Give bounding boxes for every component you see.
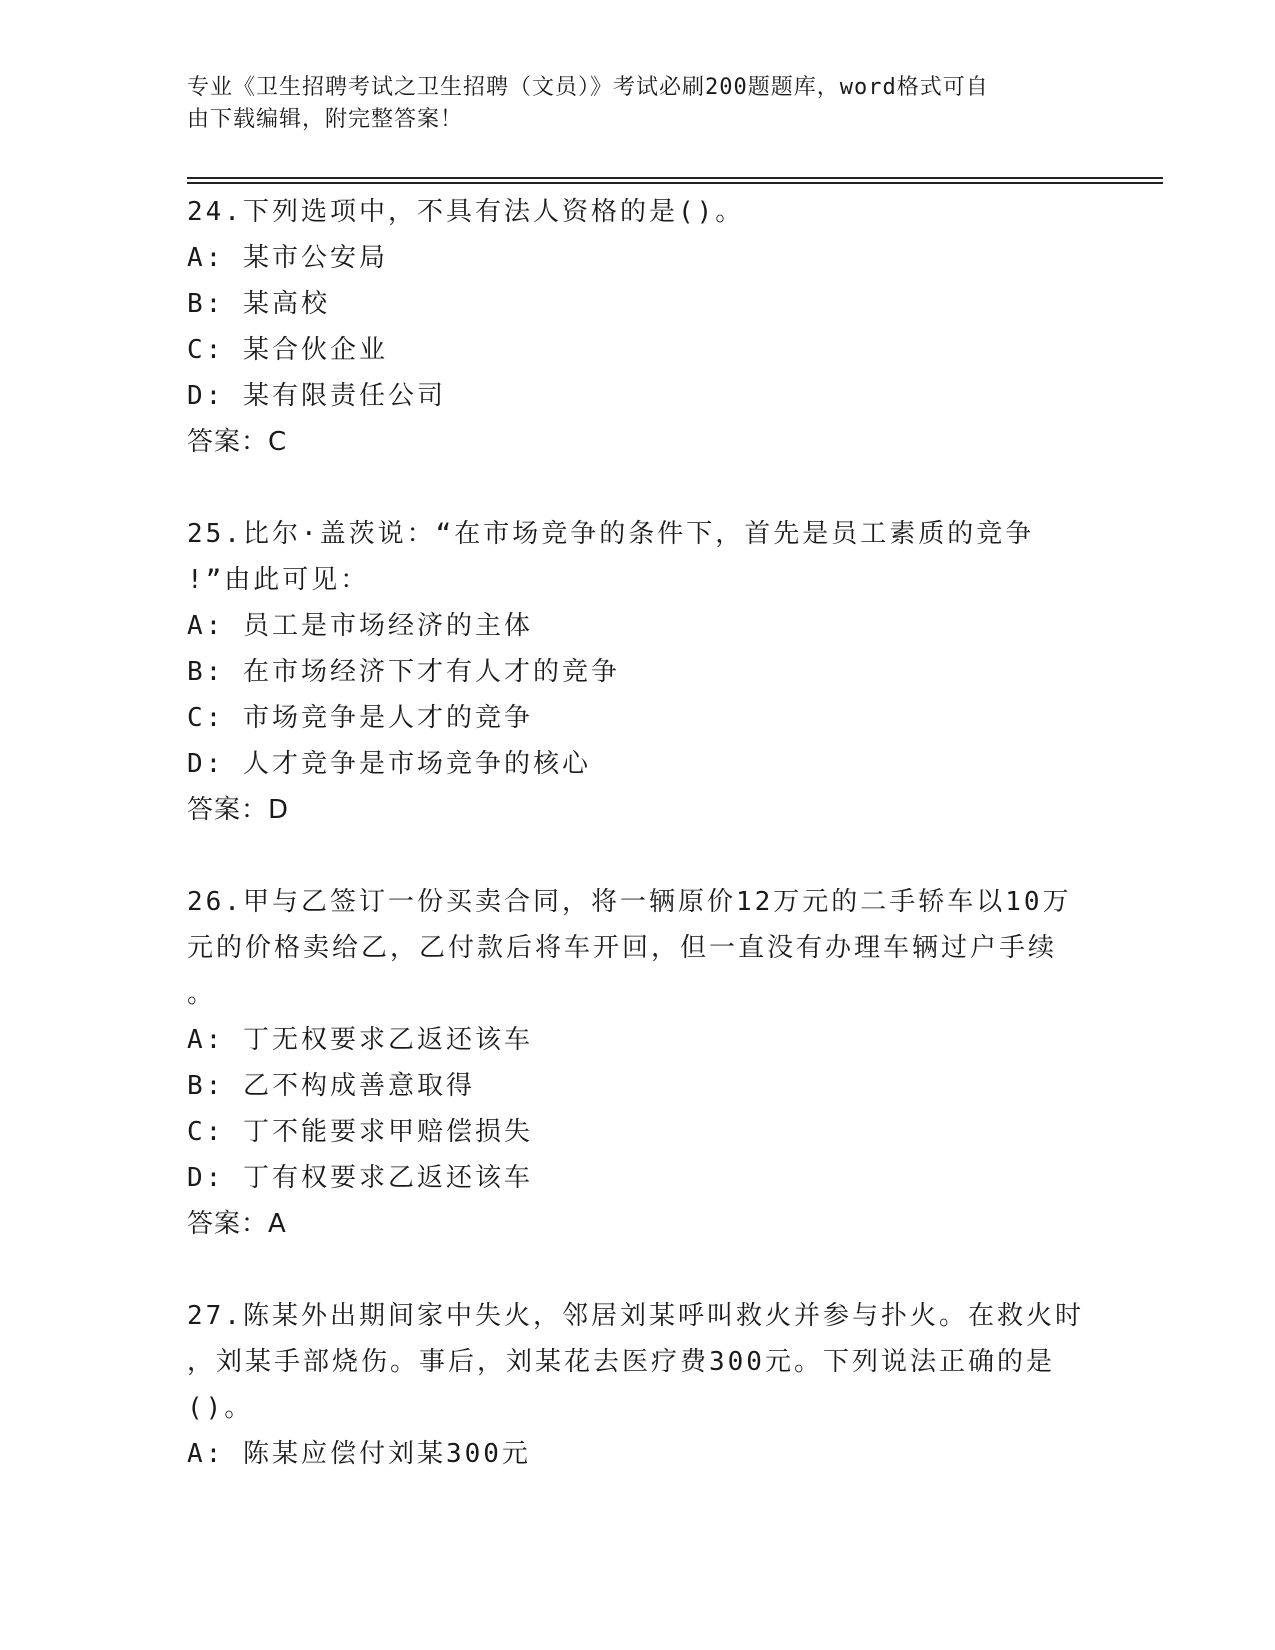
document-header xyxy=(187,72,1067,136)
option-a: A: 员工是市场经济的主体 xyxy=(187,611,533,641)
question-27 xyxy=(187,1293,1087,1477)
header-divider-top xyxy=(187,177,1163,179)
question-stem: 26.甲与乙签订一份买卖合同，将一辆原价12万元的二手轿车以10万 xyxy=(187,887,1072,917)
option-b: B: 乙不构成善意取得 xyxy=(187,1071,475,1101)
question-24 xyxy=(187,189,1087,465)
question-stem-continued: !”由此可见： xyxy=(187,565,370,595)
option-c: C: 某合伙企业 xyxy=(187,335,388,365)
option-b: B: 某高校 xyxy=(187,289,330,319)
option-d: D: 某有限责任公司 xyxy=(187,381,446,411)
header-line-1: 专业《卫生招聘考试之卫生招聘（文员）》考试必刷200题题库，word格式可自 xyxy=(187,75,989,100)
question-spacer xyxy=(187,833,1087,879)
question-25 xyxy=(187,511,1087,833)
header-line-2: 由下载编辑，附完整答案！ xyxy=(187,107,464,132)
question-stem: 27.陈某外出期间家中失火，邻居刘某呼叫救火并参与扑火。在救火时 xyxy=(187,1301,1084,1331)
question-stem: 24.下列选项中，不具有法人资格的是()。 xyxy=(187,197,745,227)
answer-label: 答案：A xyxy=(187,1209,287,1239)
option-c: C: 市场竞争是人才的竞争 xyxy=(187,703,533,733)
question-stem-continued: 元的价格卖给乙，乙付款后将车开回，但一直没有办理车辆过户手续 xyxy=(187,933,1058,963)
question-stem-continued: ()。 xyxy=(187,1393,254,1423)
answer-label: 答案：D xyxy=(187,795,290,825)
option-d: D: 人才竞争是市场竞争的核心 xyxy=(187,749,591,779)
option-a: A: 丁无权要求乙返还该车 xyxy=(187,1025,533,1055)
header-divider-bottom xyxy=(187,182,1163,184)
question-stem-continued: ，刘某手部烧伤。事后，刘某花去医疗费300元。下列说法正确的是 xyxy=(187,1347,1055,1377)
question-26 xyxy=(187,879,1087,1247)
question-stem-continued: 。 xyxy=(187,979,217,1009)
option-d: D: 丁有权要求乙返还该车 xyxy=(187,1163,533,1193)
option-a: A: 陈某应偿付刘某300元 xyxy=(187,1439,531,1469)
option-c: C: 丁不能要求甲赔偿损失 xyxy=(187,1117,533,1147)
answer-label: 答案：C xyxy=(187,427,288,457)
question-spacer xyxy=(187,465,1087,511)
option-b: B: 在市场经济下才有人才的竞争 xyxy=(187,657,620,687)
question-list xyxy=(187,189,1087,1477)
option-a: A: 某市公安局 xyxy=(187,243,388,273)
question-spacer xyxy=(187,1247,1087,1293)
question-stem: 25.比尔·盖茨说：“在市场竞争的条件下，首先是员工素质的竞争 xyxy=(187,519,1035,549)
